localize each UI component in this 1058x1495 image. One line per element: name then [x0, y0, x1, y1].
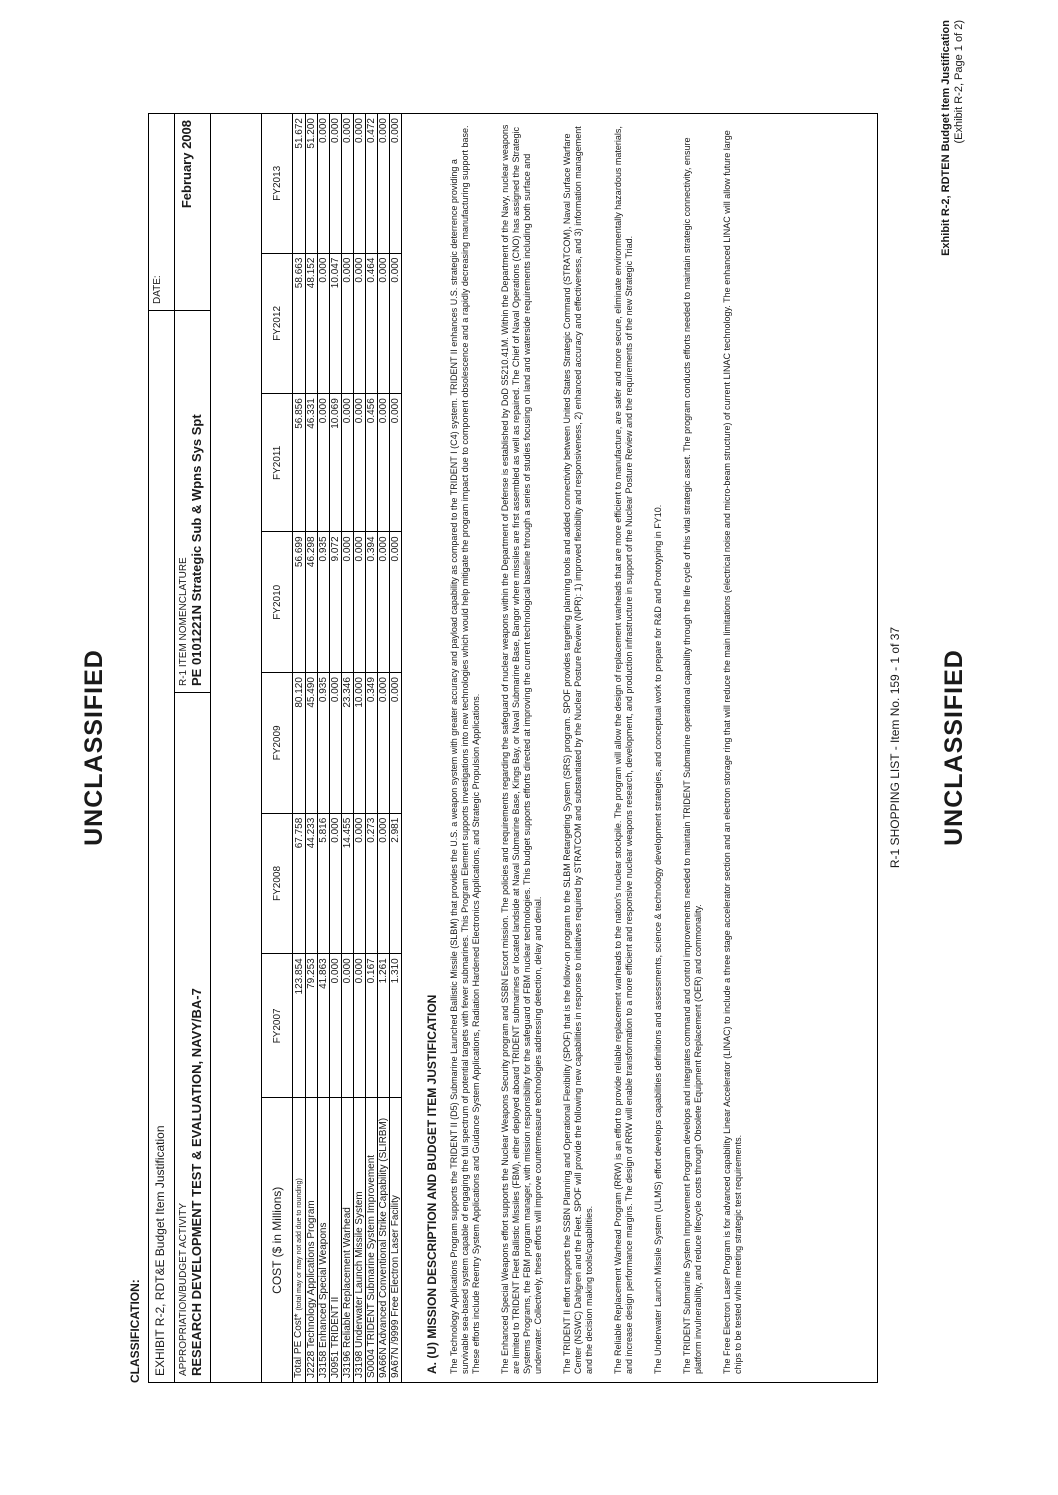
cost-value-cell: 0.000: [354, 954, 366, 1098]
cost-value-cell: 0.456: [366, 394, 378, 532]
exhibit-footer: [940, 20, 966, 270]
budget-exhibit-form: [148, 113, 878, 1383]
cost-value-cell: 0.000: [390, 532, 402, 673]
cost-value-cell: 0.394: [366, 532, 378, 673]
cost-value-cell: 51.200: [306, 114, 318, 253]
cost-row-label: [354, 1098, 366, 1382]
year-header: FY2009: [262, 673, 293, 814]
paragraph-technology-applications: The Technology Applications Program supports the TRIDENT II (D5) Submarine Launched Ballistic Missile (SLBM) that provides the U.S. a weapon system with greater accuracy and payload capability as compared to the TRIDENT I (C4) system. TRIDENT II enhances U.S. strategic deterrence providing a survivable sea-based system capable of engaging the full spectrum of potential targets with fewer submarines. This Program Element supports investigations into new technologies which would help mitigate the program impact due to component obsolescence and a rapidly decreasing manufacturing support base. These efforts include Reentry System Applications and Guidance System Applications, Radiation Hardened Electronics Applications, and Strategic Propulsion Applications.: [449, 125, 481, 1374]
cost-value-cell: 0.000: [390, 114, 402, 253]
cost-value-cell: 0.935: [318, 532, 330, 673]
cost-row-label: [293, 1098, 306, 1382]
cost-value-cell: 80.120: [293, 673, 306, 814]
cost-value-cell: 0.935: [318, 673, 330, 814]
cost-value-cell: 0.000: [378, 253, 390, 394]
cost-row: [342, 114, 354, 1382]
footer-title: Exhibit R-2, RDTEN Budget Item Justification: [940, 20, 952, 256]
nomenclature-cell: [175, 310, 210, 692]
year-header: FY2012: [262, 253, 293, 394]
cost-value-cell: 56.856: [293, 394, 306, 532]
appropriation-label: APPROPRIATION/BUDGET ACTIVITY: [178, 1203, 189, 1376]
date-label: DATE:: [152, 275, 163, 304]
cost-value-cell: 0.000: [354, 394, 366, 532]
nomenclature-value: PE 0101221N Strategic Sub & Wpns Sys Spt: [189, 414, 204, 686]
row-label-text: J3196 Reliable Replacement Warhead: [342, 1207, 353, 1378]
cost-value-cell: 0.000: [342, 532, 354, 673]
cost-value-cell: 1.310: [390, 954, 402, 1098]
cost-value-cell: 5.816: [318, 813, 330, 954]
paragraph-trident-submarine-improvement: The TRIDENT Submarine System Improvement Program develops and integrates command and control improvements needed to maintain TRIDENT Submarine operational capability through the life cycle of this vital strategic asset. The program conducts efforts needed to maintain strategic connectivity, ensure platform invulnerability, and reduce lifecycle costs through Obsolete Equipment Replacement (OER) and commonality.: [682, 137, 703, 1374]
cost-row-label: [330, 1098, 342, 1382]
cost-value-cell: 0.000: [330, 114, 342, 253]
cost-value-cell: 44.233: [306, 813, 318, 954]
appropriation-value: RESEARCH DEVELOPMENT TEST & EVALUATION, NAVY/BA-7: [189, 988, 204, 1376]
row-label-note: (total may or may not add due to rounding): [296, 1178, 303, 1311]
cost-value-cell: 0.000: [390, 253, 402, 394]
date-value: February 2008: [179, 120, 194, 209]
paragraph-enhanced-special-weapons: The Enhanced Special Weapons effort supports the Nuclear Weapons Security program and SSBN Escort mission. The policies and requirements regarding the safeguard of nuclear weapons within the Department of Defense is established by DoD S5210.41M. Within the Department of the Navy, nuclear weapons are limited to TRIDENT Fleet Ballistic Missiles (FBM), either deployed aboard TRIDENT submarines or located landside at Naval Submarine Base, Kings Bay, or Naval Submarine Base, Bangor where missiles are first assembled as well as repaired. The Chief of Naval Operations (CNO) has assigned the Strategic Systems Programs, the FBM program manager, with mission responsibility for the safeguard of FBM nuclear technologies. This budget supports efforts directed at improving the current technological baseline through a series of studies focusing on land and waterside requirements including both surface and underwater. Collectively, these efforts will improve countermeasure technologies addressing detection, delay and denial.: [500, 124, 543, 1374]
cost-value-cell: 0.000: [378, 813, 390, 954]
row-label-text: J3158 Enhanced Special Weapons: [318, 1222, 329, 1378]
cost-row-label: [318, 1098, 330, 1382]
cost-value-cell: 51.672: [293, 114, 306, 253]
year-header: FY2010: [262, 532, 293, 673]
exhibit-title: EXHIBIT R-2, RDT&E Budget Item Justification: [149, 310, 174, 1382]
cost-value-cell: 23.346: [342, 673, 354, 814]
cost-value-cell: 48.152: [306, 253, 318, 394]
cost-row-label: [390, 1098, 402, 1382]
cost-row: [366, 114, 378, 1382]
cost-value-cell: 1.261: [378, 954, 390, 1098]
cost-value-cell: 56.699: [293, 532, 306, 673]
cost-table-body: [293, 114, 402, 1382]
row-label-text: J0951 TRIDENT II: [330, 1296, 341, 1378]
cost-value-cell: 0.349: [366, 673, 378, 814]
paragraph-reliable-replacement-warhead: The Reliable Replacement Warhead Program (RRW) is an effort to provide reliable replacement warheads to the nation's nuclear stockpile. The program will allow the design of replacement warheads that are more efficient to manufacture, are safer and more secure, eliminate environmentally hazardous materials, and increase design performance margins. The design of RRW will enable transformation to a more efficient and responsive nuclear weapons research, development, and production infrastructure in support of the Nuclear Posture Review and the requirements of the new Strategic Triad.: [613, 126, 634, 1374]
classification-banner-bottom: UNCLASSIFIED: [940, 649, 968, 846]
year-header: FY2013: [262, 114, 293, 253]
year-header: FY2007: [262, 954, 293, 1098]
cost-row-label: [306, 1098, 318, 1382]
cost-value-cell: 0.000: [342, 114, 354, 253]
cost-value-cell: 0.000: [390, 673, 402, 814]
cost-value-cell: 67.758: [293, 813, 306, 954]
cost-value-cell: 41.863: [318, 954, 330, 1098]
cost-value-cell: 0.000: [378, 532, 390, 673]
row-label-text: 9A66N Advanced Conventional Strike Capability (SLIRBM): [378, 1117, 389, 1378]
cost-column-header: COST ($ in Millions): [262, 1098, 293, 1382]
mission-description-section: [425, 124, 762, 1374]
cost-value-cell: 0.000: [354, 253, 366, 394]
cost-value-cell: 79.253: [306, 954, 318, 1098]
cost-value-cell: 46.298: [306, 532, 318, 673]
cost-value-cell: 2.981: [390, 813, 402, 954]
cost-value-cell: 0.000: [342, 394, 354, 532]
paragraph-trident-ii: The TRIDENT II effort supports the SSBN Planning and Operational Flexibility (SPOF) that is the follow-on program to the SLBM Retargeting System (SRS) program. SPOF provides targeting planning tools and added connectivity between United States Strategic Command (STRATCOM), Naval Surface Warfare Center (NSWC) Dahlgren and the Fleet. SPOF will provide the following new capabilities in response to initiatives required by STRATCOM and substantiated by the Nuclear Posture Review (NPR): 1) improved flexibility and responsiveness, 2) enhanced accuracy and effectiveness, and 3) information management and the decision making tools/capabilities.: [562, 126, 594, 1374]
row-label-text: Total PE Cost*: [293, 1313, 304, 1378]
cost-row: [390, 114, 402, 1382]
year-header: FY2008: [262, 813, 293, 954]
row-label-text: J3198 Underwater Launch Missile System: [354, 1191, 365, 1378]
exhibit-header-row: [149, 114, 175, 1382]
cost-value-cell: 10.069: [330, 394, 342, 532]
cost-value-cell: 0.000: [342, 954, 354, 1098]
cost-row-label: [342, 1098, 354, 1382]
cost-table-header: [262, 114, 293, 1382]
cost-value-cell: 45.490: [306, 673, 318, 814]
row-label-text: S0004 TRIDENT Submarine System Improvement: [366, 1154, 377, 1378]
cost-value-cell: 0.000: [354, 114, 366, 253]
cost-row: [293, 114, 306, 1382]
cost-value-cell: 0.273: [366, 813, 378, 954]
nomenclature-label: R-1 ITEM NOMENCLATURE: [178, 557, 189, 686]
cost-row: [354, 114, 366, 1382]
cost-value-cell: 0.000: [318, 253, 330, 394]
cost-value-cell: 0.000: [318, 114, 330, 253]
cost-value-cell: 10.047: [330, 253, 342, 394]
cost-value-cell: 9.072: [330, 532, 342, 673]
cost-value-cell: 0.000: [390, 394, 402, 532]
classification-label: CLASSIFICATION:: [128, 1279, 142, 1383]
cost-value-cell: 46.331: [306, 394, 318, 532]
cost-value-cell: 10.000: [354, 673, 366, 814]
cost-value-cell: 0.000: [330, 673, 342, 814]
cost-row: [378, 114, 390, 1382]
cost-value-cell: 123.854: [293, 954, 306, 1098]
cost-row-label: [378, 1098, 390, 1382]
cost-value-cell: 0.000: [330, 954, 342, 1098]
cost-value-cell: 0.000: [378, 673, 390, 814]
cost-value-cell: 0.464: [366, 253, 378, 394]
cost-row-label: [366, 1098, 378, 1382]
row-label-text: J2228 Technology Applications Program: [306, 1200, 317, 1378]
shopping-list-footer: R-1 SHOPPING LIST - Item No. 159 - 1 of 37: [888, 626, 902, 869]
cost-value-cell: 0.000: [378, 114, 390, 253]
appropriation-row: [175, 114, 211, 1382]
paragraph-ulms: The Underwater Launch Missile System (ULMS) effort develops capabilities definitions and assessments, science & technology development strategies, and conceptual work to prepare for R&D and Prototyping in FY10.: [653, 504, 663, 1374]
cost-value-cell: 0.000: [330, 813, 342, 954]
paragraph-free-electron-laser: The Free Electron Laser Program is for advanced capability Linear Accelerator (LINAC) to include a three stage accelerator section and an electron storage ring that will reduce the main limitations (electrical noise and micro-beam structure) of current LINAC technology. The enhanced LINAC will allow future large chips to be tested while meeting strategic test requirements.: [722, 130, 743, 1374]
cost-row: [330, 114, 342, 1382]
cost-value-cell: 0.000: [354, 813, 366, 954]
footer-page: (Exhibit R-2, Page 1 of 2): [953, 20, 965, 144]
cost-row: [306, 114, 318, 1382]
cost-value-cell: 0.472: [366, 114, 378, 253]
year-header: FY2011: [262, 394, 293, 532]
cost-value-cell: 0.167: [366, 954, 378, 1098]
cost-value-cell: 0.000: [342, 253, 354, 394]
classification-banner-top: UNCLASSIFIED: [80, 649, 108, 846]
cost-value-cell: 0.000: [318, 394, 330, 532]
cost-table: [261, 114, 402, 1382]
cost-row: [318, 114, 330, 1382]
cost-value-cell: 0.000: [378, 394, 390, 532]
appropriation-cell: [175, 692, 210, 1382]
row-label-text: 9A67N /9999 Free Electron Laser Facility: [390, 1195, 401, 1378]
cost-value-cell: 14.455: [342, 813, 354, 954]
section-title: A. (U) MISSION DESCRIPTION AND BUDGET ITEM JUSTIFICATION: [425, 994, 439, 1374]
cost-value-cell: 58.663: [293, 253, 306, 394]
cost-value-cell: 0.000: [354, 532, 366, 673]
